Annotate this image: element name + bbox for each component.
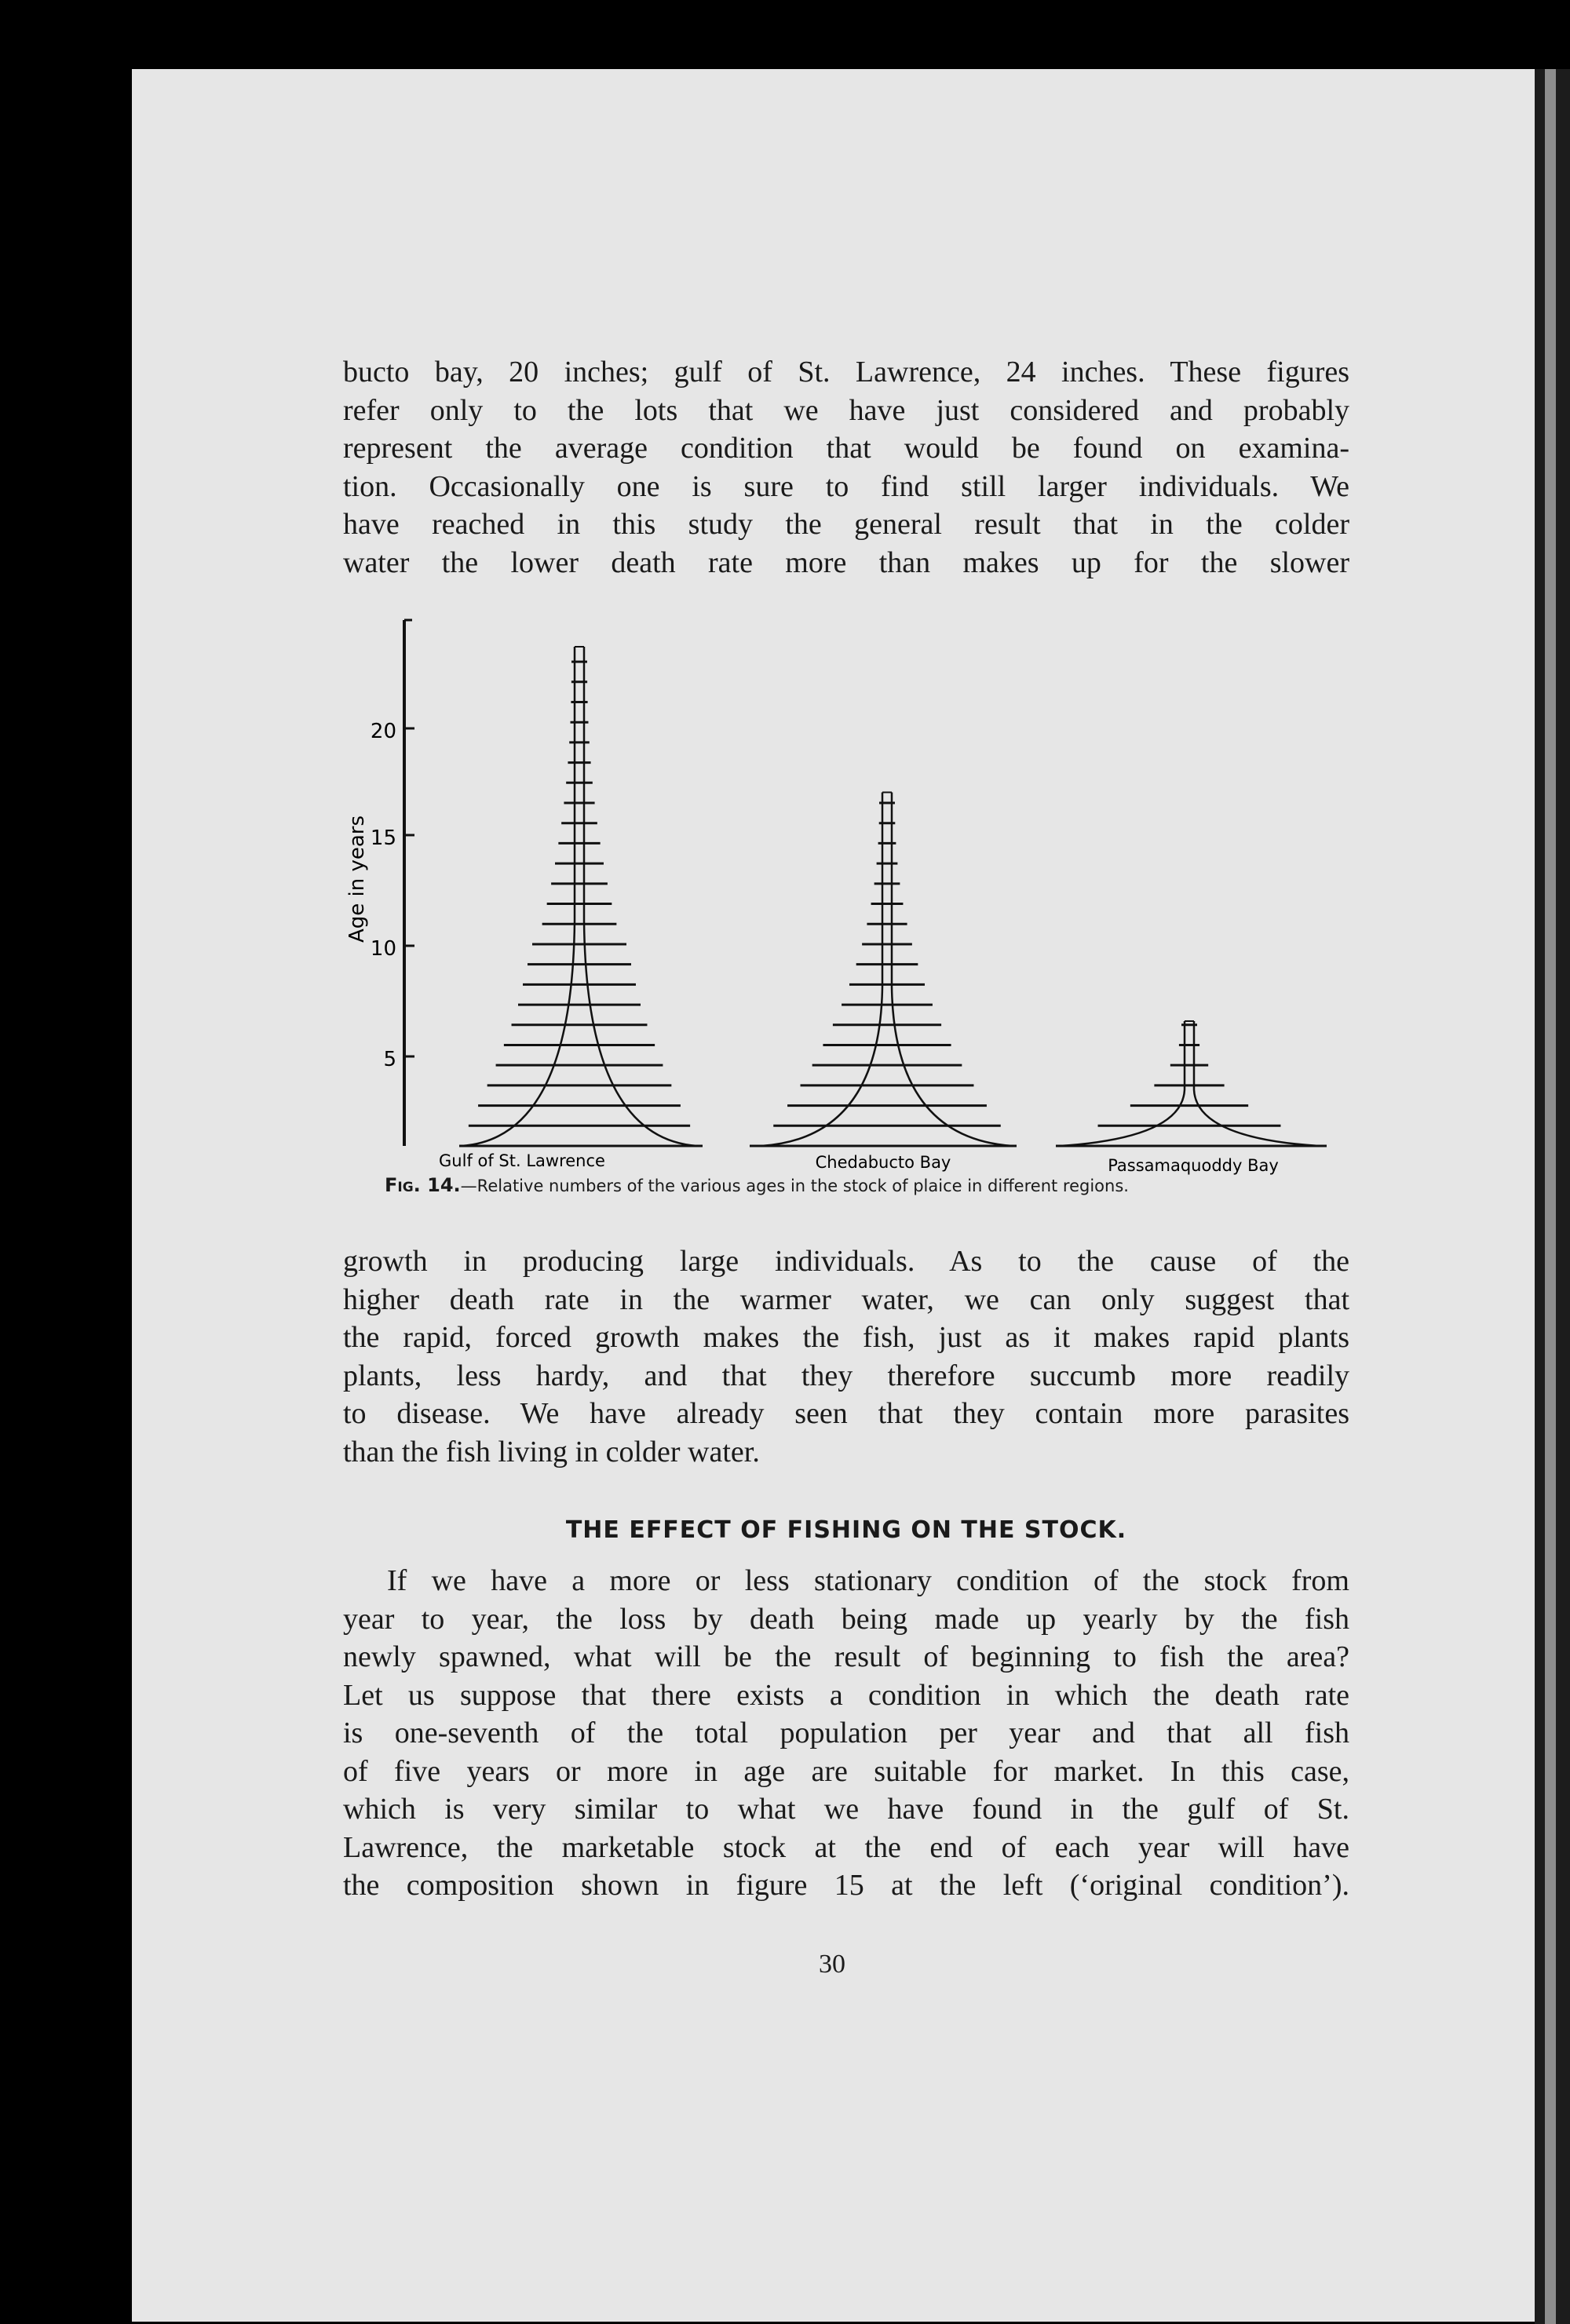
text-line: refer only to the lots that we have just considered and probably	[343, 393, 1349, 427]
text-line: higher death rate in the warmer water, we can only suggest that	[343, 1282, 1349, 1316]
y-tick-label: 10	[370, 937, 396, 961]
text-line: the rapid, forced growth makes the fish, just as it makes rapid plants	[343, 1321, 1349, 1354]
paragraph-bottom	[343, 1562, 1349, 1905]
pyramid-label: Passamaquoddy Bay	[1108, 1156, 1279, 1175]
section-heading: THE EFFECT OF FISHING ON THE STOCK.	[565, 1516, 1127, 1544]
pyramid-side	[892, 793, 1013, 1147]
text-line: of five years or more in age are suitable for market. In this case,	[343, 1754, 1349, 1788]
pyramid-side	[584, 647, 697, 1146]
text-line: Let us suppose that there exists a condition in which the death rate	[343, 1678, 1349, 1712]
text-line: represent the average condition that would be found on examina-	[343, 432, 1349, 465]
pyramid-passamaquoddy-bay	[1060, 1021, 1319, 1146]
paragraph-middle	[343, 1242, 1349, 1471]
text-line: year to year, the loss by death being made up yearly by the fish	[343, 1602, 1349, 1636]
text-line: growth in producing large individuals. As to the cause of the	[343, 1245, 1349, 1278]
text-line: water the lower death rate more than makes up for the slower	[343, 545, 1349, 579]
y-tick-label: 20	[370, 720, 396, 743]
y-tick-label: 15	[370, 826, 396, 850]
pyramid-side	[761, 793, 882, 1147]
text-line: is one-seventh of the total population per year and that all fish	[343, 1717, 1349, 1749]
text-line: have reached in this study the general result that in the colder	[343, 508, 1349, 541]
figure-caption	[385, 1174, 1327, 1196]
text-line: tion. Occasionally one is sure to find still larger individuals. We	[343, 469, 1349, 503]
pyramid-side	[462, 647, 575, 1146]
pyramid-label: Gulf of St. Lawrence	[439, 1151, 605, 1170]
pyramid-side	[1060, 1021, 1185, 1146]
text-line: which is very similar to what we have found in the gulf of St.	[343, 1793, 1349, 1826]
pyramid-gulf-of-st-lawrence	[462, 647, 697, 1146]
caption-text: —Relative numbers of the various ages in the stock of plaice in different regions.	[460, 1177, 1129, 1195]
text-line: the composition shown in figure 15 at the left (‘original condition’).	[343, 1869, 1349, 1902]
text-line: If we have a more or less stationary condition of the stock from	[387, 1564, 1349, 1597]
page-number: 30	[819, 1950, 845, 1979]
text-line: than the fish living in colder water.	[343, 1435, 760, 1468]
text-line: plants, less hardy, and that they therefore succumb more readily	[343, 1359, 1349, 1392]
y-tick-label: 5	[383, 1048, 396, 1071]
caption-label: Fig. 14.	[385, 1174, 461, 1196]
text-line: to disease. We have already seen that they contain more parasites	[343, 1397, 1349, 1430]
pyramid-chedabucto-bay	[761, 793, 1013, 1147]
pyramid-label: Chedabucto Bay	[815, 1153, 951, 1172]
text-line: Lawrence, the marketable stock at the end of each year will have	[343, 1830, 1349, 1864]
text-line: newly spawned, what will be the result of beginning to fish the area?	[343, 1640, 1349, 1673]
pyramid-side	[1194, 1021, 1319, 1146]
y-axis-label: Age in years	[345, 815, 369, 943]
text-line: bucto bay, 20 inches; gulf of St. Lawrence, 24 inches. These figures	[343, 356, 1349, 389]
